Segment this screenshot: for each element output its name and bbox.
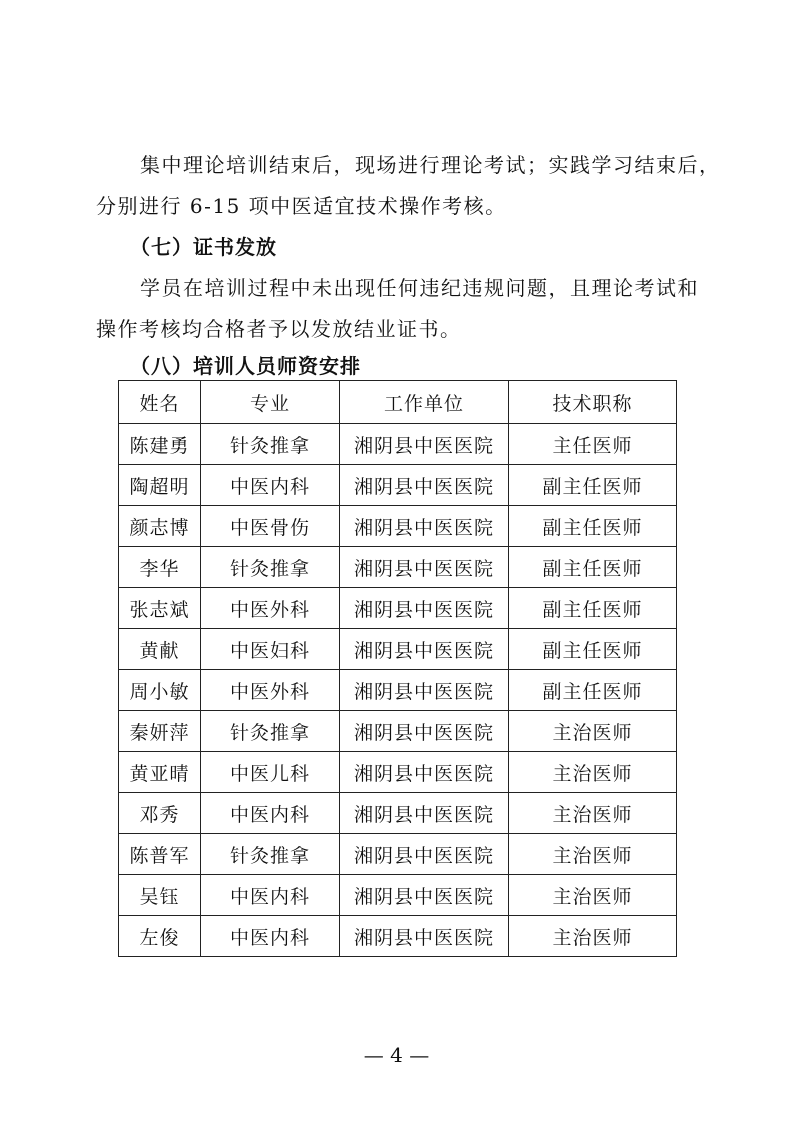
cell-name: 陈普军 bbox=[119, 834, 201, 875]
cell-workplace: 湘阴县中医医院 bbox=[340, 465, 509, 506]
assessment-paragraph-line-2: 分别进行 6-15 项中医适宜技术操作考核。 bbox=[96, 194, 507, 218]
cell-workplace: 湘阴县中医医院 bbox=[340, 588, 509, 629]
cell-title: 主治医师 bbox=[509, 752, 677, 793]
table-row bbox=[119, 793, 677, 834]
table-header-row bbox=[119, 381, 677, 424]
cell-title: 副主任医师 bbox=[509, 547, 677, 588]
cell-specialty: 中医内科 bbox=[201, 793, 340, 834]
cell-title: 副主任医师 bbox=[509, 588, 677, 629]
cell-title: 副主任医师 bbox=[509, 506, 677, 547]
staff-section-heading: （八）培训人员师资安排 bbox=[130, 354, 361, 378]
cell-workplace: 湘阴县中医医院 bbox=[340, 834, 509, 875]
cell-workplace: 湘阴县中医医院 bbox=[340, 793, 509, 834]
cell-specialty: 中医骨伤 bbox=[201, 506, 340, 547]
cell-workplace: 湘阴县中医医院 bbox=[340, 752, 509, 793]
cell-name: 秦妍萍 bbox=[119, 711, 201, 752]
table-row bbox=[119, 834, 677, 875]
header-title: 技术职称 bbox=[509, 381, 677, 424]
assessment-paragraph-line-1: 集中理论培训结束后，现场进行理论考试；实践学习结束后， bbox=[140, 153, 721, 177]
cell-name: 陈建勇 bbox=[119, 424, 201, 465]
cell-name: 黄亚晴 bbox=[119, 752, 201, 793]
cell-workplace: 湘阴县中医医院 bbox=[340, 547, 509, 588]
header-workplace: 工作单位 bbox=[340, 381, 509, 424]
cell-name: 周小敏 bbox=[119, 670, 201, 711]
cell-workplace: 湘阴县中医医院 bbox=[340, 875, 509, 916]
certificate-paragraph-line-1: 学员在培训过程中未出现任何违纪违规问题，且理论考试和 bbox=[140, 276, 699, 300]
table-row bbox=[119, 916, 677, 957]
table-row bbox=[119, 547, 677, 588]
cell-title: 主治医师 bbox=[509, 793, 677, 834]
page-number: — 4 — bbox=[363, 1043, 430, 1067]
header-specialty: 专业 bbox=[201, 381, 340, 424]
certificate-paragraph-line-2: 操作考核均合格者予以发放结业证书。 bbox=[96, 317, 462, 341]
cell-workplace: 湘阴县中医医院 bbox=[340, 711, 509, 752]
cell-specialty: 中医内科 bbox=[201, 875, 340, 916]
cell-name: 颜志博 bbox=[119, 506, 201, 547]
table-row bbox=[119, 465, 677, 506]
cell-title: 副主任医师 bbox=[509, 629, 677, 670]
cell-title: 主治医师 bbox=[509, 834, 677, 875]
table-row bbox=[119, 629, 677, 670]
cell-specialty: 针灸推拿 bbox=[201, 834, 340, 875]
cell-name: 黄献 bbox=[119, 629, 201, 670]
staff-table bbox=[118, 380, 677, 957]
cell-specialty: 中医内科 bbox=[201, 916, 340, 957]
table-row bbox=[119, 711, 677, 752]
cell-title: 主任医师 bbox=[509, 424, 677, 465]
cell-specialty: 中医外科 bbox=[201, 670, 340, 711]
cell-specialty: 针灸推拿 bbox=[201, 711, 340, 752]
cell-specialty: 针灸推拿 bbox=[201, 547, 340, 588]
cell-workplace: 湘阴县中医医院 bbox=[340, 424, 509, 465]
cell-specialty: 中医外科 bbox=[201, 588, 340, 629]
table-row bbox=[119, 875, 677, 916]
header-name: 姓名 bbox=[119, 381, 201, 424]
table-row bbox=[119, 752, 677, 793]
cell-specialty: 中医儿科 bbox=[201, 752, 340, 793]
cell-title: 主治医师 bbox=[509, 875, 677, 916]
cell-workplace: 湘阴县中医医院 bbox=[340, 670, 509, 711]
cell-workplace: 湘阴县中医医院 bbox=[340, 916, 509, 957]
table-row bbox=[119, 424, 677, 465]
cell-name: 左俊 bbox=[119, 916, 201, 957]
cell-title: 副主任医师 bbox=[509, 670, 677, 711]
table-row bbox=[119, 588, 677, 629]
cell-specialty: 针灸推拿 bbox=[201, 424, 340, 465]
cell-title: 副主任医师 bbox=[509, 465, 677, 506]
table-row bbox=[119, 670, 677, 711]
cell-workplace: 湘阴县中医医院 bbox=[340, 629, 509, 670]
certificate-section-heading: （七）证书发放 bbox=[130, 235, 277, 259]
cell-name: 陶超明 bbox=[119, 465, 201, 506]
cell-specialty: 中医妇科 bbox=[201, 629, 340, 670]
cell-name: 张志斌 bbox=[119, 588, 201, 629]
cell-workplace: 湘阴县中医医院 bbox=[340, 506, 509, 547]
table-row bbox=[119, 506, 677, 547]
cell-name: 吴钰 bbox=[119, 875, 201, 916]
cell-specialty: 中医内科 bbox=[201, 465, 340, 506]
cell-title: 主治医师 bbox=[509, 711, 677, 752]
cell-title: 主治医师 bbox=[509, 916, 677, 957]
cell-name: 李华 bbox=[119, 547, 201, 588]
cell-name: 邓秀 bbox=[119, 793, 201, 834]
